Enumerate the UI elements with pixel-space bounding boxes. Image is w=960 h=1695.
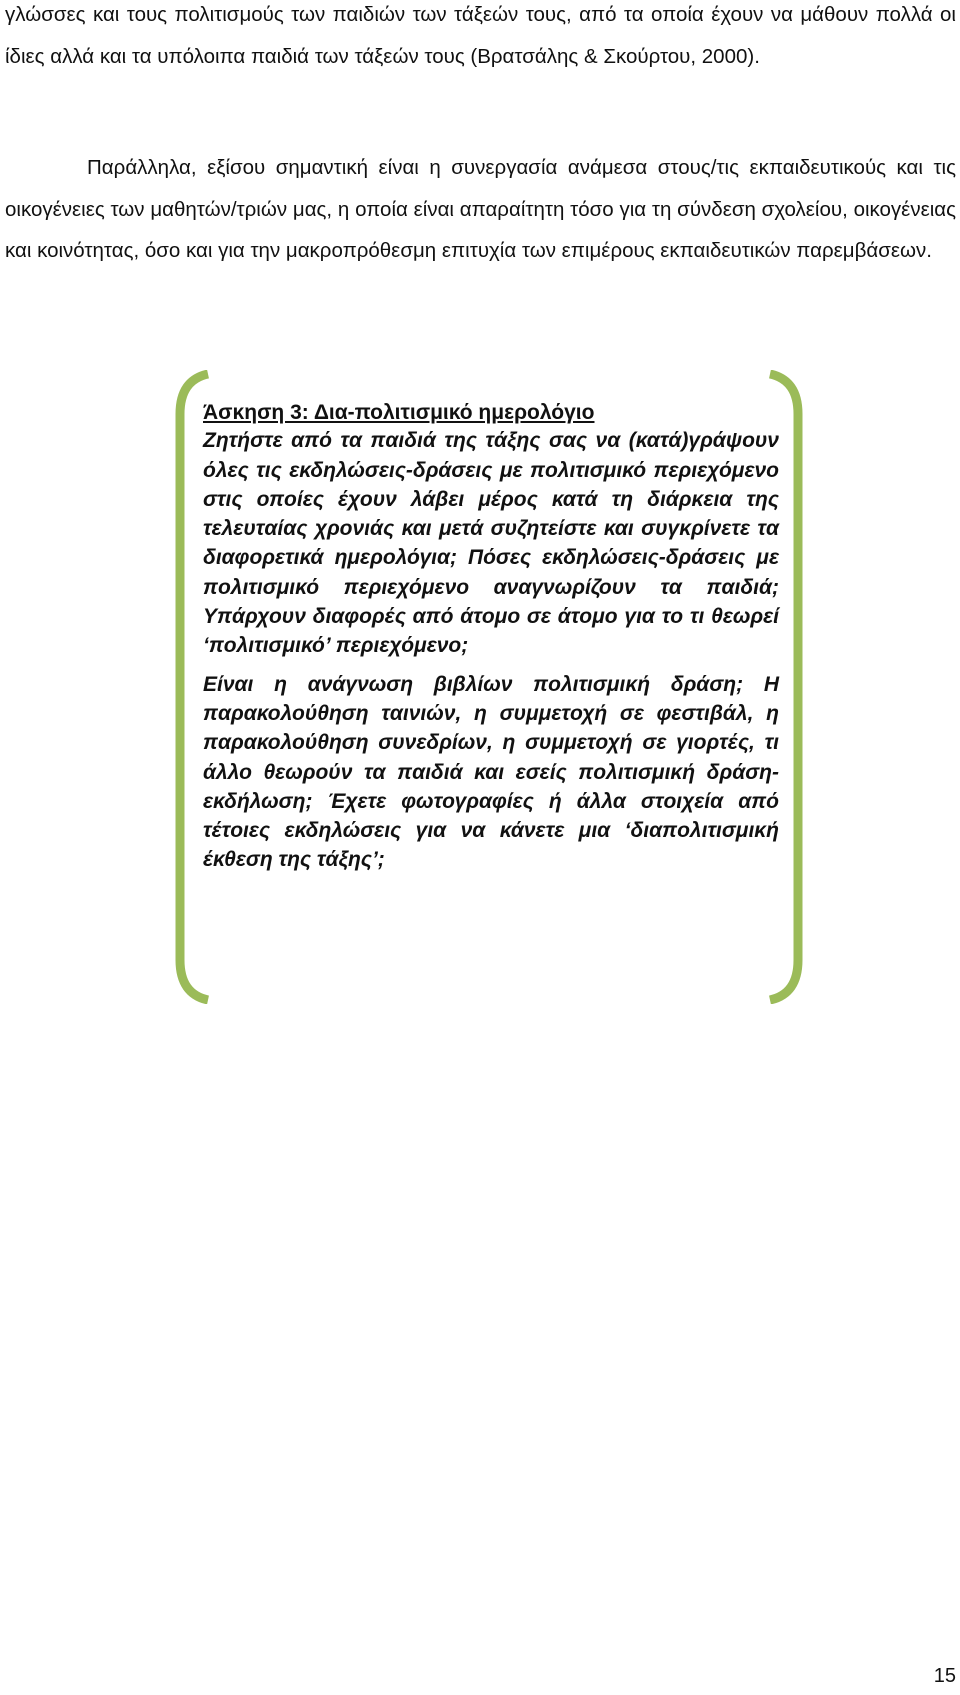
exercise-box bbox=[172, 370, 806, 1004]
exercise-title: Άσκηση 3: Δια-πολιτισμικό ημερολόγιο bbox=[203, 401, 595, 424]
exercise-paragraph: Ζητήστε από τα παιδιά της τάξης σας να (κατά)γράψουν όλες τις εκδηλώσεις-δράσεις με πολιτισμικό περιεχόμενο στις οποίες έχουν λάβει μέρος κατά τη διάρκεια της τελευταίας χρονιάς και μετά συζητείστε και συγκρίνετε τα διαφορετικά ημερολόγια; Πόσες εκδηλώσεις-δράσεις με πολιτισμικό περιεχόμενο αναγνωρίζουν τα παιδιά; Υπάρχουν διαφορές από άτομο σε άτομο για το τι θεωρεί ‘πολιτισμικό’ περιεχόμενο; bbox=[203, 429, 779, 658]
exercise-paragraph: Είναι η ανάγνωση βιβλίων πολιτισμική δράση; Η παρακολούθηση ταινιών, η συμμετοχή σε φεστιβάλ, η παρακολούθηση συνεδρίων, η συμμετοχή σε γιορτές, τι άλλο θεωρούν τα παιδιά και εσείς πολιτισμική δράση-εκδήλωση; Έχετε φωτογραφίες ή άλλα στοιχεία από τέτοιες εκδηλώσεις για να κάνετε μια ‘διαπολιτισμική έκθεση της τάξης’; bbox=[203, 672, 779, 872]
exercise-content bbox=[203, 398, 779, 875]
page-number: 15 bbox=[933, 1665, 956, 1687]
body-paragraph: Παράλληλα, εξίσου σημαντική είναι η συνεργασία ανάμεσα στους/τις εκπαιδευτικούς και τις οικογένειες των μαθητών/τριών μας, η οποία είναι απαραίτητη τόσο για τη σύνδεση σχολείου, οικογένειας και κοινότητας, όσο και για την μακροπρόθεσμη επιτυχία των επιμέρους εκπαιδευτικών παρεμβάσεων. bbox=[5, 156, 956, 262]
right-bracket-decoration bbox=[766, 370, 806, 1004]
body-paragraph: γλώσσες και τους πολιτισμούς των παιδιών των τάξεών τους, από τα οποία έχουν να μάθουν πολλά οι ίδιες αλλά και τα υπόλοιπα παιδιά των τάξεών τους (Βρατσάλης & Σκούρτου, 2000). bbox=[5, 3, 956, 68]
